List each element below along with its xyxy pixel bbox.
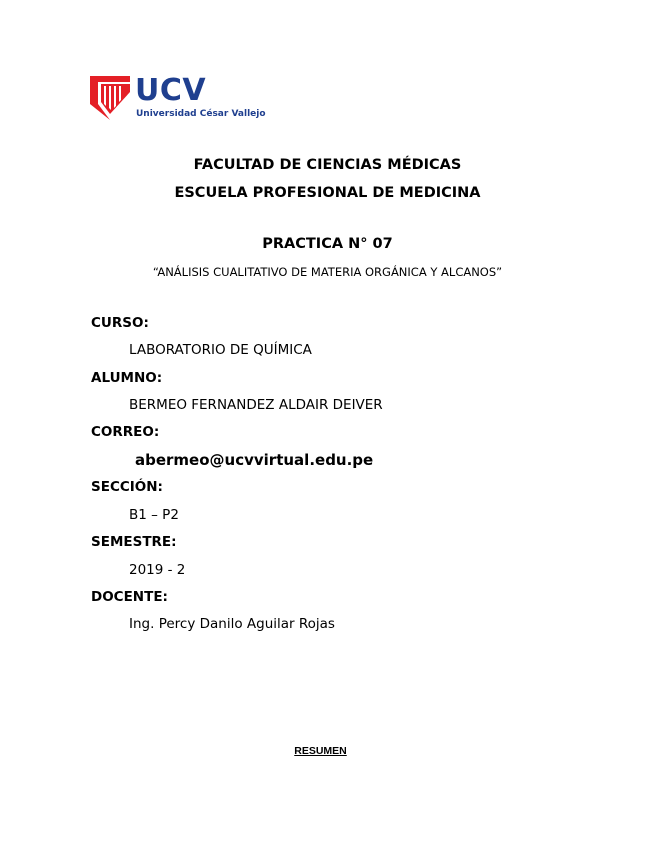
logo-subtitle: Universidad César Vallejo (136, 109, 266, 119)
ucv-crest-icon (90, 74, 132, 122)
logo-name: UCV (135, 73, 207, 108)
school-title: ESCUELA PROFESIONAL DE MEDICINA (174, 185, 481, 201)
course-value: LABORATORIO DE QUÍMICA (129, 342, 312, 358)
course-label: CURSO: (91, 315, 149, 331)
teacher-value: Ing. Percy Danilo Aguilar Rojas (129, 616, 335, 632)
section-label: SECCIÓN: (91, 479, 163, 495)
ucv-logo (90, 74, 290, 124)
email-value: abermeo@ucvvirtual.edu.pe (135, 451, 374, 469)
teacher-label: DOCENTE: (91, 589, 168, 605)
summary-heading: RESUMEN (294, 745, 347, 757)
semester-value: 2019 - 2 (129, 562, 186, 578)
faculty-title: FACULTAD DE CIENCIAS MÉDICAS (193, 157, 462, 173)
email-label: CORREO: (91, 424, 160, 440)
practice-title: “ANÁLISIS CUALITATIVO DE MATERIA ORGÁNICA Y ALCANOS” (152, 265, 503, 279)
practice-number: PRACTICA N° 07 (262, 236, 393, 252)
semester-label: SEMESTRE: (91, 534, 177, 550)
student-label: ALUMNO: (91, 370, 163, 386)
student-value: BERMEO FERNANDEZ ALDAIR DEIVER (129, 397, 383, 413)
section-value: B1 – P2 (129, 507, 179, 523)
